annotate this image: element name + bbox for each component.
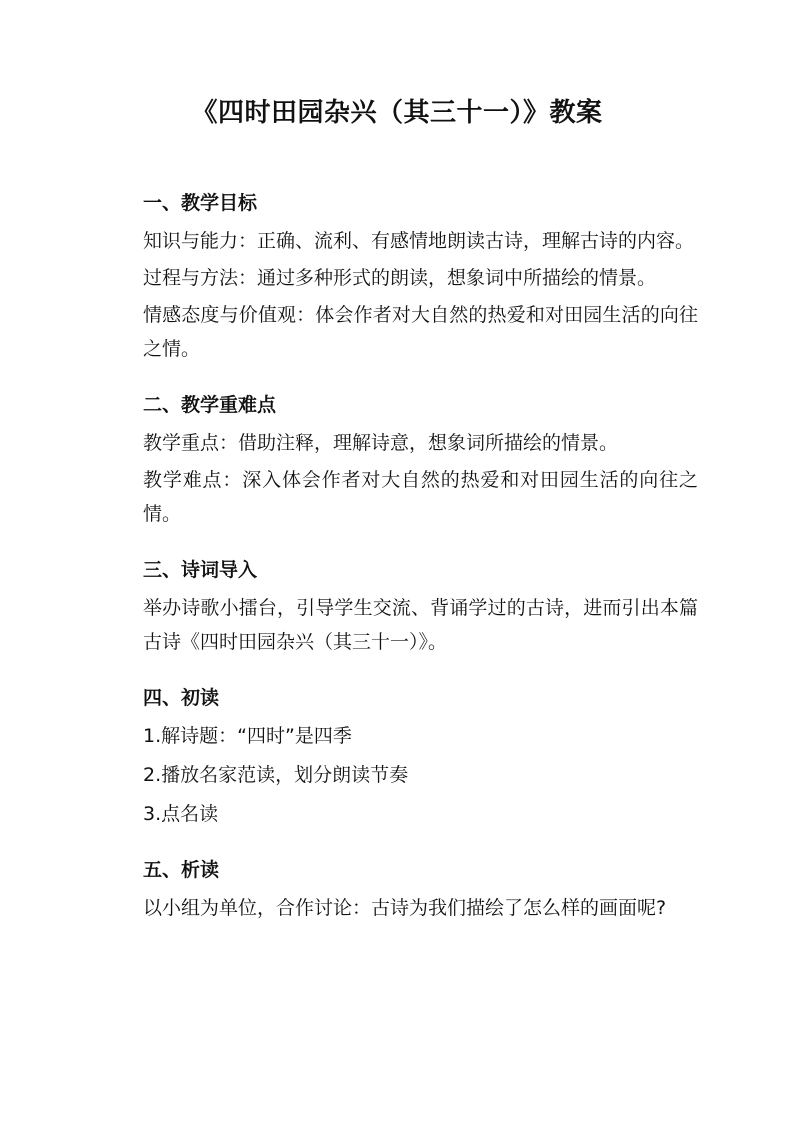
list-item: 2.播放名家范读，划分朗读节奏 — [143, 764, 409, 786]
paragraph: 情感态度与价值观：体会作者对大自然的热爱和对田园生活的向往之情。 — [143, 304, 698, 360]
section-heading: 五、析读 — [143, 859, 220, 881]
section-teaching-goals — [143, 186, 698, 366]
paragraph: 以小组为单位，合作讨论：古诗为我们描绘了怎么样的画面呢? — [143, 897, 667, 919]
section-heading: 二、教学重难点 — [143, 394, 277, 416]
list-item: 1.解诗题：“四时”是四季 — [143, 725, 352, 747]
document-body — [143, 186, 698, 947]
section-heading: 三、诗词导入 — [143, 559, 258, 581]
section-analytical-reading — [143, 853, 698, 925]
list-item: 3.点名读 — [143, 803, 219, 825]
document-title: 《四时田园杂兴（其三十一）》教案 — [191, 98, 603, 128]
paragraph: 知识与能力：正确、流利、有感情地朗读古诗，理解古诗的内容。 — [143, 230, 695, 252]
paragraph: 教学重点：借助注释，理解诗意，想象词所描绘的情景。 — [143, 432, 619, 454]
paragraph: 过程与方法：通过多种形式的朗读，想象词中所描绘的情景。 — [143, 267, 657, 289]
section-heading: 一、教学目标 — [143, 192, 258, 214]
section-heading: 四、初读 — [143, 687, 220, 709]
paragraph: 举办诗歌小擂台，引导学生交流、背诵学过的古诗，进而引出本篇古诗《四时田园杂兴（其三十一）》。 — [143, 597, 698, 653]
paragraph: 教学难点：深入体会作者对大自然的热爱和对田园生活的向往之情。 — [143, 469, 698, 525]
section-introduction — [143, 553, 698, 659]
section-first-reading — [143, 681, 698, 831]
section-key-difficult-points — [143, 388, 698, 531]
